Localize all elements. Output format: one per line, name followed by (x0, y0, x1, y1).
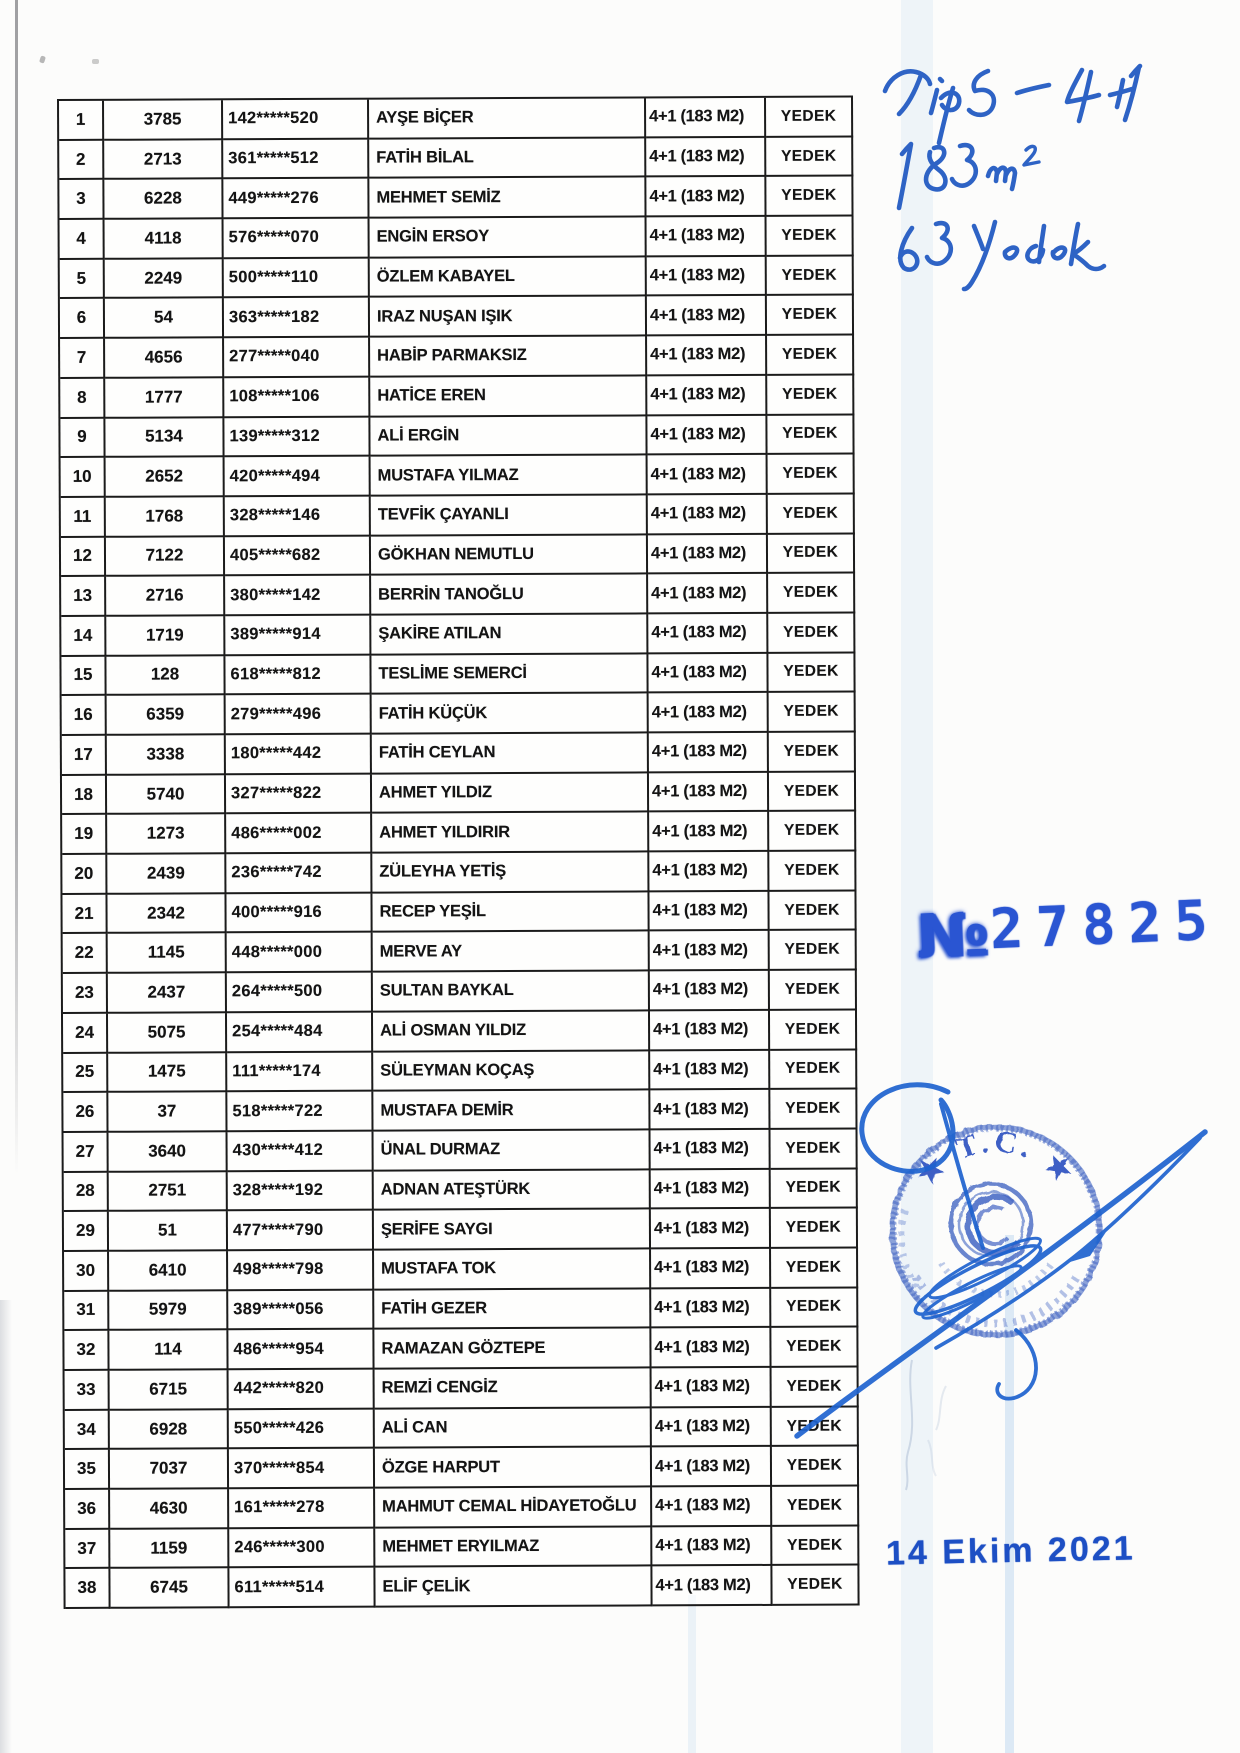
table-row (63, 1050, 857, 1093)
table-row (62, 693, 856, 736)
cell-name: ZÜLEYHA YETİŞ (372, 852, 649, 893)
cell-name: FATİH CEYLAN (372, 733, 649, 774)
scan-speck (39, 55, 46, 63)
cell-masked-id: 400*****916 (226, 893, 372, 933)
cell-lot-number: 6228 (104, 180, 223, 220)
cell-name: MUSTAFA DEMİR (373, 1091, 650, 1132)
cell-masked-id: 161*****278 (229, 1489, 375, 1529)
cell-row-number: 26 (63, 1093, 108, 1133)
serial-number-digits: 27825 (988, 887, 1222, 962)
cell-result: YEDEK (768, 534, 855, 574)
svg-text:★ T.C. ★ (908, 1123, 1084, 1192)
cell-row-number: 30 (64, 1252, 109, 1292)
scan-edge-line (15, 0, 18, 1175)
cell-masked-id: 576*****070 (224, 219, 370, 259)
table-row (61, 613, 855, 656)
table-row (59, 137, 853, 180)
cell-row-number: 12 (61, 537, 106, 577)
scanner-streak (901, 0, 933, 1753)
cell-name: AHMET YILDIRIR (372, 813, 649, 854)
cell-masked-id: 328*****146 (225, 497, 371, 537)
cell-row-number: 10 (61, 458, 106, 498)
cell-unit-type: 4+1 (183 M2) (648, 534, 768, 574)
cell-unit-type: 4+1 (183 M2) (647, 415, 767, 455)
cell-masked-id: 327*****822 (226, 774, 372, 814)
cell-lot-number: 6410 (109, 1251, 228, 1291)
cell-result: YEDEK (766, 177, 853, 217)
cell-row-number: 11 (61, 498, 106, 538)
cell-name: FATİH GEZER (374, 1289, 651, 1330)
cell-masked-id: 611*****514 (229, 1568, 375, 1608)
cell-lot-number: 51 (109, 1212, 228, 1252)
cell-lot-number: 2713 (104, 140, 223, 180)
cell-masked-id: 518*****722 (227, 1092, 373, 1132)
cell-unit-type: 4+1 (183 M2) (649, 892, 769, 932)
cell-result: YEDEK (771, 1248, 858, 1288)
cell-row-number: 6 (60, 299, 105, 339)
cell-masked-id: 449*****276 (223, 179, 369, 219)
cell-lot-number: 1768 (106, 497, 225, 537)
cell-masked-id: 180*****442 (226, 735, 372, 775)
cell-lot-number: 1159 (110, 1529, 229, 1569)
cell-masked-id: 420*****494 (225, 457, 371, 497)
cell-unit-type: 4+1 (183 M2) (647, 296, 767, 336)
cell-row-number: 24 (63, 1014, 108, 1054)
table-row (61, 455, 855, 498)
cell-result: YEDEK (771, 1328, 858, 1368)
table-row (59, 98, 853, 141)
cell-unit-type: 4+1 (183 M2) (649, 733, 769, 773)
cell-lot-number: 6715 (110, 1370, 229, 1410)
cell-name: IRAZ NUŞAN IŞIK (370, 297, 647, 338)
cell-masked-id: 486*****002 (226, 814, 372, 854)
cell-unit-type: 4+1 (183 M2) (650, 1011, 770, 1051)
cell-name: HABİP PARMAKSIZ (370, 337, 647, 378)
cell-result: YEDEK (770, 1050, 857, 1090)
cell-row-number: 16 (62, 696, 107, 736)
cell-result: YEDEK (766, 137, 853, 177)
handwriting-line-3 (900, 222, 1104, 289)
cell-masked-id: 277*****040 (224, 338, 370, 378)
cell-row-number: 9 (60, 418, 105, 458)
cell-name: RAMAZAN GÖZTEPE (374, 1329, 651, 1370)
cell-name: ALİ ERGİN (370, 416, 647, 457)
cell-masked-id: 486*****954 (228, 1330, 374, 1370)
cell-lot-number: 7037 (110, 1450, 229, 1490)
cell-unit-type: 4+1 (183 M2) (651, 1130, 771, 1170)
cell-masked-id: 142*****520 (223, 100, 369, 140)
cell-row-number: 29 (64, 1212, 109, 1252)
cell-lot-number: 6745 (110, 1569, 229, 1609)
cell-name: ELİF ÇELİK (375, 1567, 652, 1608)
table-row (60, 336, 854, 379)
table-row (64, 1169, 858, 1212)
table-row (60, 217, 854, 260)
cell-unit-type: 4+1 (183 M2) (647, 217, 767, 257)
table-row (65, 1407, 859, 1450)
cell-masked-id: 477*****790 (228, 1211, 374, 1251)
cell-unit-type: 4+1 (183 M2) (652, 1566, 772, 1606)
cell-lot-number: 2652 (106, 457, 225, 497)
table-row (60, 375, 854, 418)
cell-row-number: 20 (62, 855, 107, 895)
cell-name: ALİ CAN (375, 1408, 652, 1449)
cell-row-number: 14 (61, 617, 106, 657)
cell-result: YEDEK (771, 1288, 858, 1328)
cell-lot-number: 6928 (110, 1410, 229, 1450)
cell-masked-id: 618*****812 (225, 655, 371, 695)
cell-result: YEDEK (767, 217, 854, 257)
cell-unit-type: 4+1 (183 M2) (646, 177, 766, 217)
cell-masked-id: 279*****496 (226, 695, 372, 735)
cell-lot-number: 6359 (107, 696, 226, 736)
cell-name: SULTAN BAYKAL (373, 972, 650, 1013)
cell-unit-type: 4+1 (183 M2) (652, 1487, 772, 1527)
cell-name: AHMET YILDIZ (372, 773, 649, 814)
table-row (62, 772, 856, 815)
cell-result: YEDEK (770, 971, 857, 1011)
table-row (64, 1209, 858, 1252)
cell-row-number: 2 (59, 140, 104, 180)
cell-result: YEDEK (772, 1526, 859, 1566)
cell-unit-type: 4+1 (183 M2) (651, 1169, 771, 1209)
table-row (60, 256, 854, 299)
table-row (65, 1566, 859, 1609)
cell-lot-number: 2437 (108, 973, 227, 1013)
cell-masked-id: 550*****426 (229, 1409, 375, 1449)
cell-lot-number: 1719 (106, 616, 225, 656)
cell-result: YEDEK (768, 455, 855, 495)
table-row (62, 852, 856, 895)
cell-masked-id: 254*****484 (227, 1012, 373, 1052)
cell-unit-type: 4+1 (183 M2) (648, 495, 768, 535)
cell-unit-type: 4+1 (183 M2) (647, 336, 767, 376)
applicant-table (57, 96, 860, 1610)
serial-number-prefix: № (914, 899, 992, 973)
cell-unit-type: 4+1 (183 M2) (646, 138, 766, 178)
cell-unit-type: 4+1 (183 M2) (652, 1527, 772, 1567)
cell-masked-id: 111*****174 (227, 1052, 373, 1092)
serial-number-stamp (915, 888, 1223, 973)
cell-masked-id: 405*****682 (225, 536, 371, 576)
cell-lot-number: 7122 (106, 537, 225, 577)
cell-result: YEDEK (767, 296, 854, 336)
cell-unit-type: 4+1 (183 M2) (652, 1408, 772, 1448)
cell-masked-id: 389*****914 (225, 616, 371, 656)
table-row (63, 931, 857, 974)
cell-row-number: 5 (60, 260, 105, 300)
cell-result: YEDEK (767, 256, 854, 296)
faint-scribble (906, 1360, 946, 1490)
cell-name: GÖKHAN NEMUTLU (371, 535, 648, 576)
cell-masked-id: 389*****056 (228, 1290, 374, 1330)
cell-lot-number: 3338 (107, 735, 226, 775)
table-row (64, 1328, 858, 1371)
cell-row-number: 13 (61, 577, 106, 617)
cell-row-number: 7 (60, 339, 105, 379)
cell-name: AYŞE BİÇER (369, 98, 646, 139)
stamp-top-text: ★ T.C. ★ (907, 1123, 1085, 1193)
cell-name: MEHMET SEMİZ (369, 178, 646, 219)
cell-row-number: 18 (62, 775, 107, 815)
cell-result: YEDEK (769, 852, 856, 892)
handwriting-line-1 (885, 66, 1140, 143)
cell-name: HATİCE EREN (370, 376, 647, 417)
handwriting-line-2 (899, 144, 1039, 208)
cell-row-number: 37 (65, 1530, 110, 1570)
cell-unit-type: 4+1 (183 M2) (651, 1249, 771, 1289)
cell-result: YEDEK (767, 375, 854, 415)
cell-unit-type: 4+1 (183 M2) (649, 773, 769, 813)
cell-result: YEDEK (766, 98, 853, 138)
table-row (60, 415, 854, 458)
cell-masked-id: 380*****142 (225, 576, 371, 616)
table-row (61, 494, 855, 537)
cell-masked-id: 430*****412 (228, 1132, 374, 1172)
cell-masked-id: 498*****798 (228, 1251, 374, 1291)
cell-lot-number: 2716 (106, 577, 225, 617)
cell-result: YEDEK (768, 574, 855, 614)
cell-lot-number: 5134 (105, 418, 224, 458)
cell-lot-number: 2342 (107, 894, 226, 934)
cell-unit-type: 4+1 (183 M2) (649, 852, 769, 892)
cell-row-number: 17 (62, 736, 107, 776)
date-stamp: 14 Ekim 2021 (885, 1529, 1136, 1573)
cell-row-number: 21 (62, 895, 107, 935)
cell-unit-type: 4+1 (183 M2) (648, 455, 768, 495)
cell-result: YEDEK (769, 812, 856, 852)
cell-unit-type: 4+1 (183 M2) (651, 1328, 771, 1368)
cell-unit-type: 4+1 (183 M2) (646, 98, 766, 138)
cell-result: YEDEK (769, 733, 856, 773)
table-row (61, 534, 855, 577)
cell-unit-type: 4+1 (183 M2) (649, 812, 769, 852)
cell-result: YEDEK (772, 1447, 859, 1487)
cell-result: YEDEK (768, 494, 855, 534)
table-row (62, 733, 856, 776)
cell-row-number: 36 (65, 1490, 110, 1530)
cell-name: ŞAKİRE ATILAN (371, 614, 648, 655)
scan-edge-shade (0, 1300, 12, 1753)
cell-name: MUSTAFA YILMAZ (371, 456, 648, 497)
cell-lot-number: 4630 (110, 1489, 229, 1529)
cell-result: YEDEK (768, 613, 855, 653)
cell-result: YEDEK (767, 415, 854, 455)
cell-result: YEDEK (769, 693, 856, 733)
table-row (61, 653, 855, 696)
cell-row-number: 23 (63, 974, 108, 1014)
cell-unit-type: 4+1 (183 M2) (650, 971, 770, 1011)
cell-result: YEDEK (772, 1407, 859, 1447)
cell-name: REMZİ CENGİZ (375, 1368, 652, 1409)
cell-name: TEVFİK ÇAYANLI (371, 495, 648, 536)
cell-name: ALİ OSMAN YILDIZ (373, 1011, 650, 1052)
cell-name: SÜLEYMAN KOÇAŞ (373, 1051, 650, 1092)
cell-lot-number: 3785 (104, 100, 223, 140)
cell-row-number: 4 (60, 220, 105, 260)
cell-row-number: 31 (64, 1291, 109, 1331)
cell-name: FATİH KÜÇÜK (372, 694, 649, 735)
cell-masked-id: 246*****300 (229, 1528, 375, 1568)
cell-name: FATİH BİLAL (369, 138, 646, 179)
cell-lot-number: 37 (108, 1092, 227, 1132)
table-row (64, 1129, 858, 1172)
cell-masked-id: 500*****110 (224, 258, 370, 298)
cell-lot-number: 2751 (109, 1172, 228, 1212)
cell-row-number: 1 (59, 101, 104, 141)
handwritten-note (878, 50, 1168, 310)
cell-lot-number: 5075 (108, 1013, 227, 1053)
table-row (61, 574, 855, 617)
cell-name: MEHMET ERYILMAZ (375, 1527, 652, 1568)
cell-name: TESLİME SEMERCİ (371, 654, 648, 695)
cell-unit-type: 4+1 (183 M2) (649, 693, 769, 733)
cell-masked-id: 328*****192 (228, 1171, 374, 1211)
cell-name: ENGİN ERSOY (370, 217, 647, 258)
table-row (64, 1288, 858, 1331)
cell-lot-number: 3640 (109, 1132, 228, 1172)
cell-unit-type: 4+1 (183 M2) (648, 654, 768, 694)
cell-row-number: 27 (64, 1133, 109, 1173)
cell-unit-type: 4+1 (183 M2) (651, 1289, 771, 1329)
table-row (63, 1010, 857, 1053)
cell-unit-type: 4+1 (183 M2) (647, 257, 767, 297)
table-row (65, 1526, 859, 1569)
cell-row-number: 19 (62, 815, 107, 855)
cell-name: MERVE AY (373, 932, 650, 973)
cell-masked-id: 264*****500 (227, 973, 373, 1013)
table-row (65, 1487, 859, 1530)
cell-unit-type: 4+1 (183 M2) (650, 931, 770, 971)
cell-lot-number: 2249 (105, 259, 224, 299)
cell-unit-type: 4+1 (183 M2) (652, 1368, 772, 1408)
table-row (59, 177, 853, 220)
cell-row-number: 33 (65, 1371, 110, 1411)
cell-result: YEDEK (770, 1090, 857, 1130)
cell-masked-id: 139*****312 (224, 417, 370, 457)
cell-result: YEDEK (771, 1129, 858, 1169)
cell-unit-type: 4+1 (183 M2) (650, 1090, 770, 1130)
cell-masked-id: 361*****512 (223, 139, 369, 179)
cell-row-number: 32 (64, 1331, 109, 1371)
cell-name: ADNAN ATEŞTÜRK (374, 1170, 651, 1211)
cell-row-number: 8 (60, 379, 105, 419)
scanner-streak (688, 1595, 696, 1753)
table-row (65, 1447, 859, 1490)
cell-row-number: 22 (63, 934, 108, 974)
cell-result: YEDEK (771, 1169, 858, 1209)
cell-row-number: 34 (65, 1410, 110, 1450)
cell-result: YEDEK (768, 653, 855, 693)
table-row (60, 296, 854, 339)
cell-unit-type: 4+1 (183 M2) (650, 1050, 770, 1090)
cell-masked-id: 442*****820 (229, 1370, 375, 1410)
table-row (63, 971, 857, 1014)
cell-result: YEDEK (772, 1368, 859, 1408)
cell-lot-number: 1777 (105, 378, 224, 418)
cell-lot-number: 54 (105, 299, 224, 339)
cell-row-number: 35 (65, 1450, 110, 1490)
cell-unit-type: 4+1 (183 M2) (652, 1447, 772, 1487)
cell-row-number: 15 (61, 656, 106, 696)
table-row (65, 1368, 859, 1411)
cell-unit-type: 4+1 (183 M2) (651, 1209, 771, 1249)
cell-result: YEDEK (769, 772, 856, 812)
cell-result: YEDEK (771, 1209, 858, 1249)
cell-lot-number: 128 (106, 656, 225, 696)
cell-lot-number: 5740 (107, 775, 226, 815)
cell-row-number: 3 (59, 180, 104, 220)
cell-name: RECEP YEŞİL (372, 892, 649, 933)
scanner-streak (1005, 1235, 1014, 1753)
cell-result: YEDEK (769, 891, 856, 931)
table-row (64, 1248, 858, 1291)
cell-lot-number: 4656 (105, 338, 224, 378)
cell-masked-id: 108*****106 (224, 377, 370, 417)
scan-speck (92, 59, 99, 64)
cell-unit-type: 4+1 (183 M2) (647, 376, 767, 416)
cell-unit-type: 4+1 (183 M2) (648, 574, 768, 614)
cell-masked-id: 448*****000 (227, 933, 373, 973)
cell-masked-id: 370*****854 (229, 1449, 375, 1489)
cell-lot-number: 5979 (109, 1291, 228, 1331)
cell-result: YEDEK (770, 1010, 857, 1050)
cell-name: ŞERİFE SAYGI (374, 1210, 651, 1251)
cell-name: BERRİN TANOĞLU (371, 575, 648, 616)
cell-name: MUSTAFA TOK (374, 1249, 651, 1290)
cell-name: ÖZLEM KABAYEL (370, 257, 647, 298)
cell-result: YEDEK (770, 931, 857, 971)
cell-lot-number: 1273 (107, 815, 226, 855)
cell-row-number: 25 (63, 1053, 108, 1093)
cell-unit-type: 4+1 (183 M2) (648, 614, 768, 654)
cell-lot-number: 2439 (107, 854, 226, 894)
table-row (62, 891, 856, 934)
cell-row-number: 38 (65, 1569, 110, 1609)
cell-name: ÜNAL DURMAZ (374, 1130, 651, 1171)
cell-masked-id: 363*****182 (224, 298, 370, 338)
cell-lot-number: 1475 (108, 1053, 227, 1093)
cell-row-number: 28 (64, 1172, 109, 1212)
cell-result: YEDEK (772, 1566, 859, 1606)
table-row (63, 1090, 857, 1133)
cell-name: ÖZGE HARPUT (375, 1448, 652, 1489)
cell-name: MAHMUT CEMAL HİDAYETOĞLU (375, 1487, 652, 1528)
cell-lot-number: 4118 (105, 219, 224, 259)
cell-masked-id: 236*****742 (226, 854, 372, 894)
cell-lot-number: 1145 (108, 934, 227, 974)
cell-result: YEDEK (767, 336, 854, 376)
cell-result: YEDEK (772, 1487, 859, 1527)
cell-lot-number: 114 (109, 1331, 228, 1371)
table-row (62, 812, 856, 855)
round-stamp (892, 1123, 1100, 1335)
